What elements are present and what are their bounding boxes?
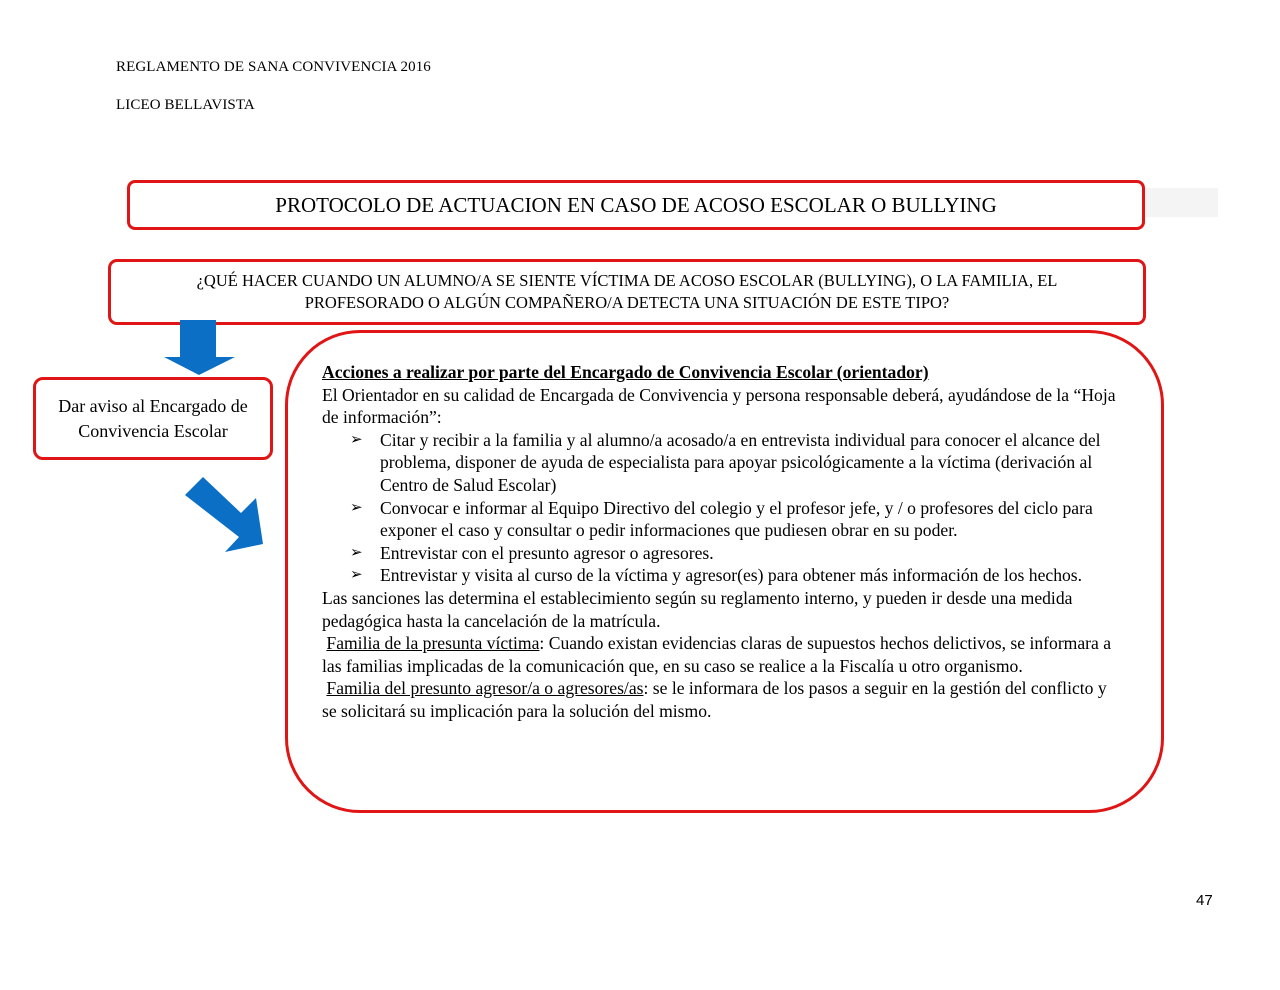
bullet-arrow-icon: ➢ (350, 544, 363, 561)
list-item (322, 542, 1122, 565)
document-header-school: LICEO BELLAVISTA (116, 97, 255, 113)
victima-label: Familia de la presunta víctima (326, 633, 540, 654)
list-item (322, 429, 1122, 497)
question-text: ¿QUÉ HACER CUANDO UN ALUMNO/A SE SIENTE VÍCTIMA DE ACOSO ESCOLAR (BULLYING), O LA FAMILIA, EL PROFESORADO O ALGÚN COMPAÑERO/A DETECTA UNA SITUACIÓN DE ESTE TIPO? (196, 271, 1058, 312)
agresor-paragraph (322, 677, 1122, 722)
bullet-arrow-icon: ➢ (350, 499, 363, 516)
list-item-text: Entrevistar con el presunto agresor o agresores. (380, 542, 714, 563)
bullet-arrow-icon: ➢ (350, 431, 363, 448)
agresor-label: Familia del presunto agresor/a o agresores/as (326, 678, 644, 699)
page-number: 47 (1196, 892, 1213, 909)
actions-heading: Acciones a realizar por parte del Encargado de Convivencia Escolar (orientador) (322, 362, 929, 382)
victima-text: : Cuando existan evidencias claras de supuestos hechos delictivos, se informara a las familias implicadas de la comunicación que, en su caso se realice a la Fiscalía u otro organismo. (322, 633, 1112, 676)
agresor-text: : se le informara de los pasos a seguir en la gestión del conflicto y se solicitará su implicación para la solución del mismo. (322, 678, 1107, 721)
protocol-title: PROTOCOLO DE ACTUACION EN CASO DE ACOSO ESCOLAR O BULLYING (275, 192, 997, 217)
question-box (108, 259, 1146, 325)
actions-list (322, 429, 1122, 587)
actions-intro: El Orientador en su calidad de Encargada de Convivencia y persona responsable deberá, ayudándose de la “Hoja de información”: (322, 384, 1116, 428)
list-item-text: Entrevistar y visita al curso de la víctima y agresor(es) para obtener más información de los hechos. (380, 565, 1083, 586)
aviso-box (33, 377, 273, 460)
document-header-title: REGLAMENTO DE SANA CONVIVENCIA 2016 (116, 59, 431, 75)
aviso-text: Dar aviso al Encargado de Convivencia Escolar (58, 395, 248, 441)
title-shade (1140, 188, 1218, 217)
actions-content (322, 361, 1122, 723)
protocol-title-box (127, 180, 1145, 230)
bullet-arrow-icon: ➢ (350, 567, 363, 584)
arrow-diagonal-icon (180, 474, 270, 556)
list-item-text: Citar y recibir a la familia y al alumno/a acosado/a en entrevista individual para conocer el alcance del problema, disponer de ayuda de especialista para apoyar psicológicamente a la víctima (derivación al Centro de Salud Escolar) (380, 429, 1101, 495)
sanciones-paragraph: Las sanciones las determina el establecimiento según su reglamento interno, y pueden ir desde una medida pedagógica hasta la cancelación de la matrícula. (322, 587, 1073, 631)
list-item (322, 497, 1122, 542)
list-item (322, 564, 1122, 587)
arrow-down-icon (164, 320, 236, 376)
victima-paragraph (322, 632, 1122, 677)
list-item-text: Convocar e informar al Equipo Directivo del colegio y el profesor jefe, y / o profesores del ciclo para exponer el caso y consultar o pedir informaciones que pudiesen obrar en su poder. (380, 497, 1093, 541)
